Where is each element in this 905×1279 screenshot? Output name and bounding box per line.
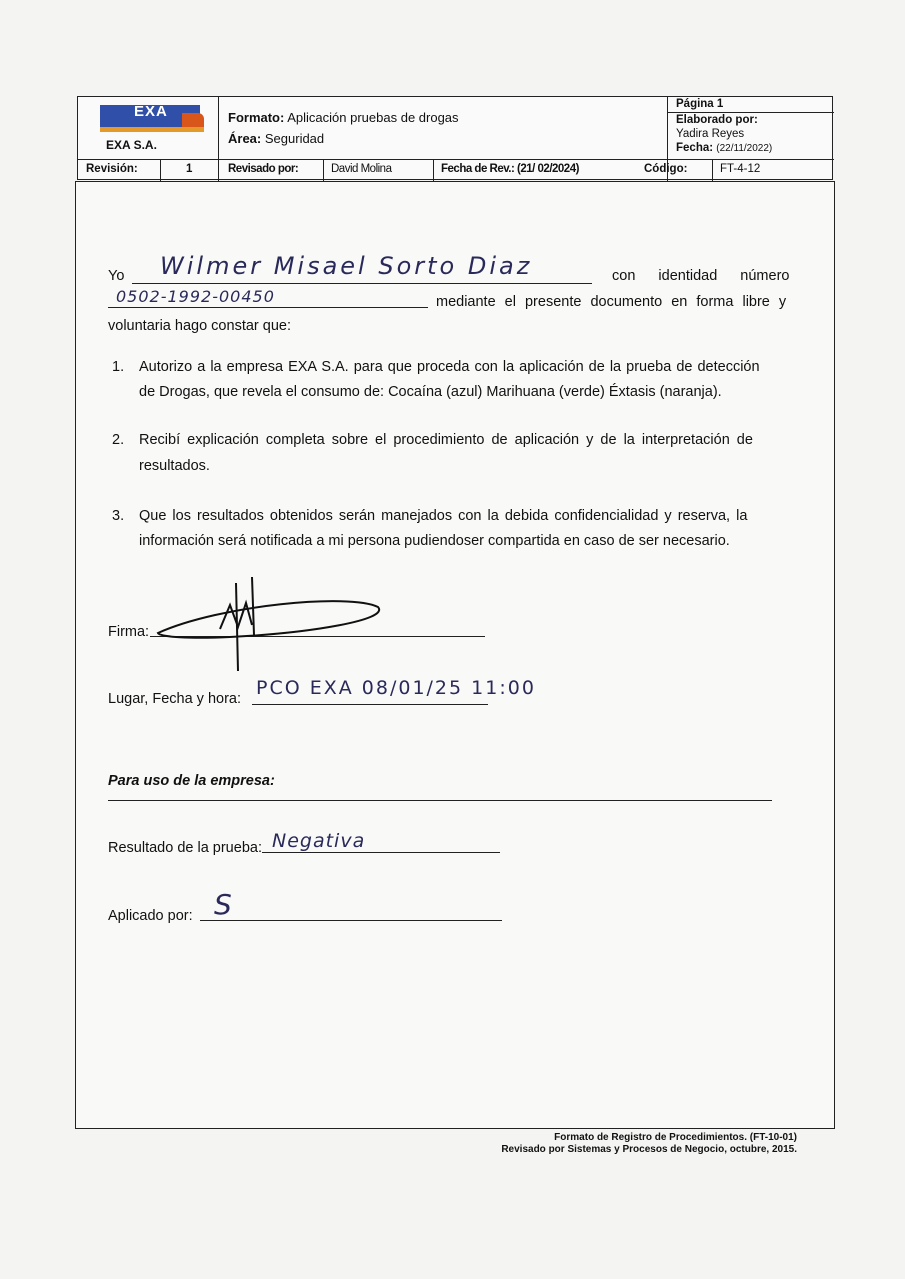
name-handwritten: Wilmer Misael Sorto Diaz [160,252,533,280]
item-1-line1: Autorizo a la empresa EXA S.A. para que proceda con la aplicación de la prueba de detección [139,359,760,375]
fecha-label: Fecha: [676,142,714,154]
item-2-line1: Recibí explicación completa sobre el procedimiento de aplicación y de la interpretación de [139,432,753,448]
item-1-number: 1. [112,359,125,375]
logo-text: EXA [134,103,168,120]
item-2-line2: resultados. [139,458,210,474]
resultado-label: Resultado de la prueba: [108,840,262,856]
logo-stripe [100,127,204,132]
revision-label: Revisión: [86,163,138,175]
aplicado-label: Aplicado por: [108,908,193,924]
item-3-line1: Que los resultados obtenidos serán manejados con la debida confidencialidad y reserva, la [139,508,748,524]
item-3-line2: información será notificada a mi persona pudiendoser compartida en caso de ser necesario. [139,533,730,549]
formato-line [228,110,459,125]
revisado-label: Revisado por: [228,163,299,175]
codigo-label: Código: [644,163,688,175]
footer [501,1132,797,1156]
revision-value: 1 [186,163,193,175]
item-2-number: 2. [112,432,125,448]
company-name: EXA S.A. [106,138,157,152]
lugar-label: Lugar, Fecha y hora: [108,691,241,707]
logo-cell [78,97,218,159]
formato-label: Formato: [228,110,285,125]
footer-line1: Formato de Registro de Procedimientos. (FT-10-01) [554,1132,797,1143]
resultado-handwritten: Negativa [272,830,366,852]
formato-value: Aplicación pruebas de drogas [287,110,459,125]
footer-line2: Revisado por Sistemas y Procesos de Negocio, octubre, 2015. [501,1144,797,1155]
fecha-value: (22/11/2022) [716,143,773,154]
id-handwritten: 0502-1992-00450 [116,287,275,306]
con-identidad-text: con identidad número [612,268,790,284]
signature-image [150,575,390,675]
codigo-value: FT-4-12 [720,163,761,175]
elaborado-value: Yadira Reyes [676,128,745,140]
mediante-text: mediante el presente documento en forma libre y [436,294,787,310]
firma-label: Firma: [108,624,150,640]
fecha-line [676,142,772,154]
fecha-rev: Fecha de Rev.: (21/ 02/2024) [441,163,579,175]
voluntaria-text: voluntaria hago constar que: [108,318,291,334]
area-label: Área: [228,131,262,146]
lugar-handwritten: PCO EXA 08/01/25 11:00 [256,677,536,699]
header-table [77,96,833,180]
item-3-number: 3. [112,508,125,524]
aplicado-handwritten: S [214,888,232,921]
page-number: Página 1 [676,98,724,110]
elaborado-label: Elaborado por: [676,114,758,126]
para-uso-heading: Para uso de la empresa: [108,773,275,789]
revisado-value: David Molina [331,163,392,175]
yo-label: Yo [108,268,125,284]
area-line [228,131,324,146]
item-1-line2: de Drogas, que revela el consumo de: Cocaína (azul) Marihuana (verde) Éxtasis (naranja). [139,384,722,400]
area-value: Seguridad [264,131,325,146]
